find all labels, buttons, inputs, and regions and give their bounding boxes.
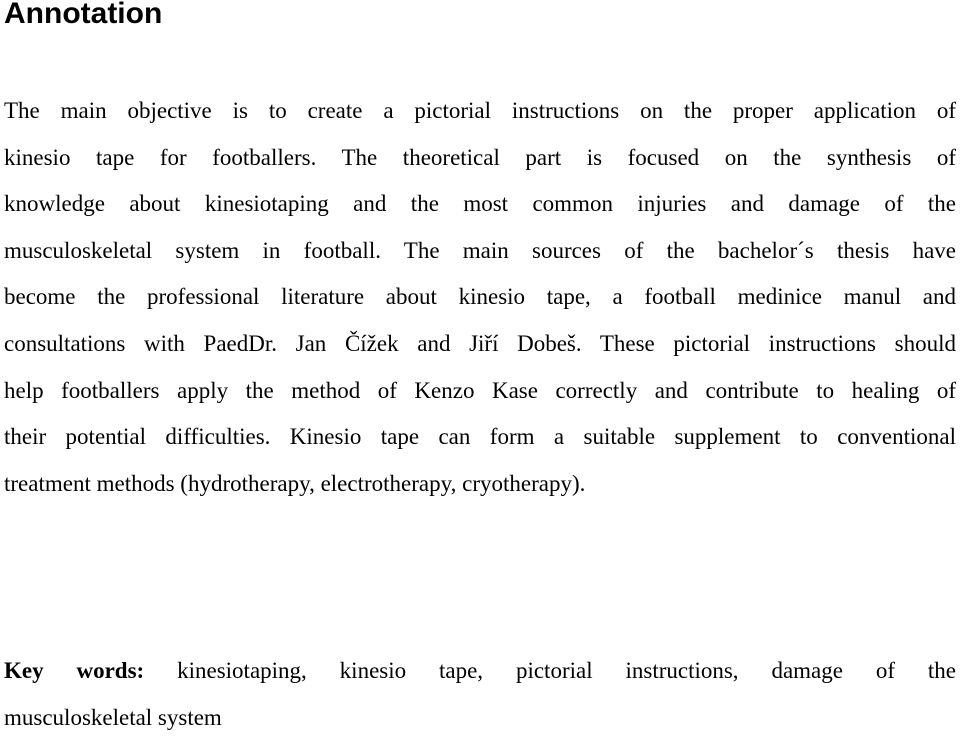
abstract-line: The main objective is to create a pictorial instructions on the proper application of: [4, 98, 956, 123]
abstract-line: knowledge about kinesiotaping and the most common injuries and damage of the: [4, 191, 956, 217]
abstract-line: consultations with PaedDr. Jan Čížek and Jiří Dobeš. These pictorial instructions should: [4, 330, 956, 356]
keywords-label: Key words:: [4, 658, 145, 683]
keywords-section: [4, 648, 956, 741]
abstract-line: musculoskeletal system in football. The main sources of the bachelor´s thesis have: [4, 237, 956, 263]
abstract-paragraph: [4, 88, 956, 507]
keywords-line-1: [4, 648, 956, 695]
abstract-line: help footballers apply the method of Kenzo Kase correctly and contribute to healing of: [4, 377, 956, 403]
keywords-list: kinesiotaping, kinesio tape, pictorial instructions, damage of the: [177, 658, 956, 683]
abstract-line: their potential difficulties. Kinesio tape can form a suitable supplement to conventional: [4, 424, 956, 450]
heading-annotation: Annotation: [4, 0, 163, 30]
abstract-line: kinesio tape for footballers. The theoretical part is focused on the synthesis of: [4, 144, 956, 170]
abstract-line: treatment methods (hydrotherapy, electrotherapy, cryotherapy).: [4, 470, 586, 496]
keywords-line-2: musculoskeletal system: [4, 704, 222, 730]
abstract-line: become the professional literature about kinesio tape, a football medinice manul and: [4, 284, 956, 310]
